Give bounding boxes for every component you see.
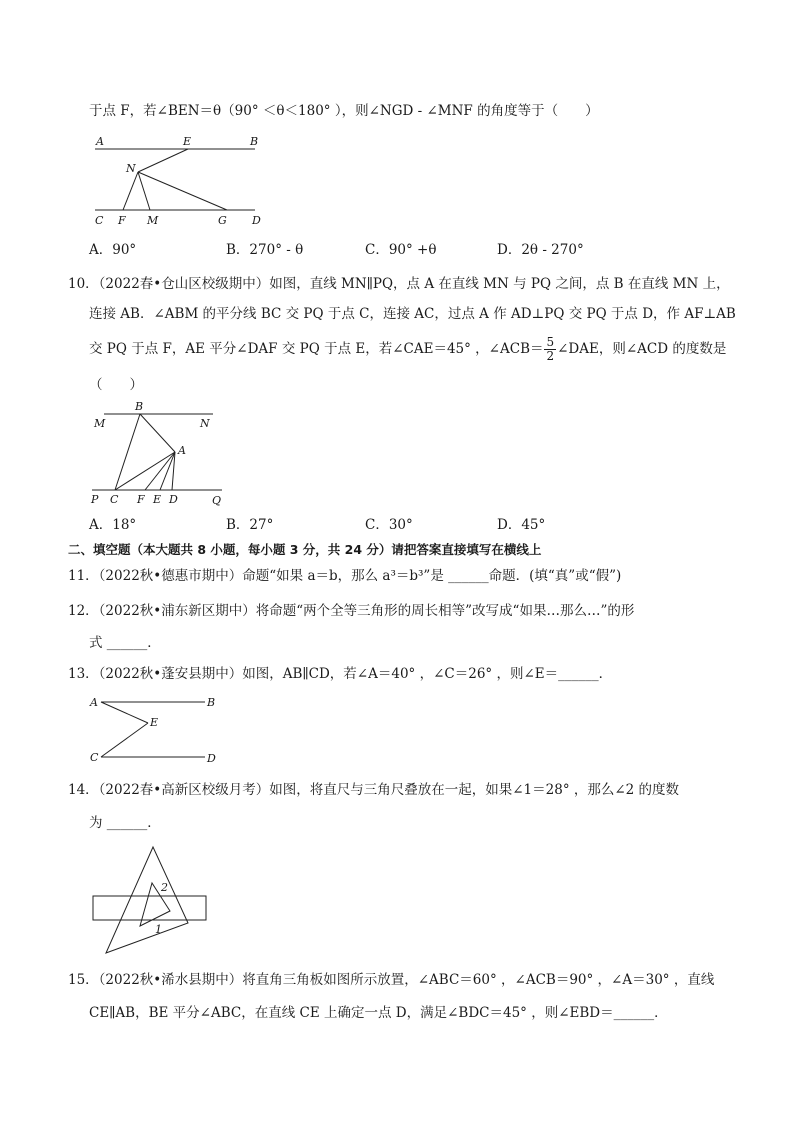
q13-label-b: B (207, 696, 216, 709)
q12-line-1: 12．（2022秋•浦东新区期中）将命题“两个全等三角形的周长相等”改写成“如果…那么…”的形 (68, 603, 635, 619)
q10-label-q: Q (212, 494, 222, 507)
q13-label-c: C (90, 751, 99, 764)
q10-option-b: B．27° (226, 517, 274, 533)
q9-options (89, 238, 709, 258)
q10-label-p: P (91, 493, 99, 506)
q9-label-c: C (95, 214, 104, 227)
q9-label-g: G (218, 214, 227, 227)
q10-label-n: N (200, 417, 210, 430)
q10-option-a: A．18° (89, 517, 137, 533)
q10-line-3 (89, 336, 726, 363)
q10-label-e: E (153, 493, 162, 506)
q9-option-c: C．90° +θ (365, 242, 437, 258)
q10-line-2: 连接 AB．∠ABM 的平分线 BC 交 PQ 于点 C，连接 AC，过点 A 作 AD⊥PQ 交 PQ 于点 D，作 AF⊥AB (89, 306, 736, 322)
q10-line-3b: ∠DAE，则∠ACD 的度数是 (557, 341, 727, 357)
q13-figure (88, 692, 228, 770)
q14-line-2: 为 ______． (89, 815, 161, 831)
q13-label-d: D (207, 752, 216, 765)
q14-label-1: 1 (155, 923, 162, 936)
section-2-heading: 二、填空题（本大题共 8 小题，每小题 3 分，共 24 分）请把答案直接填写在横线上 (68, 542, 542, 557)
q13-label-e: E (150, 716, 159, 729)
q10-label-m: M (94, 417, 106, 430)
q13-text: 13．（2022秋•蓬安县期中）如图，AB∥CD，若∠A＝40° ，∠C＝26° ，则∠E＝______． (68, 666, 613, 682)
q9-label-e: E (183, 135, 192, 148)
q10-paren: （ ） (89, 377, 143, 393)
q9-option-b: B．270° - θ (226, 242, 304, 258)
q10-label-b: B (135, 400, 144, 413)
q9-figure (90, 132, 270, 227)
q9-label-a: A (96, 135, 104, 148)
q9-option-a: A．90° (89, 242, 137, 258)
q15-line-1: 15．（2022秋•浠水县期中）将直角三角板如图所示放置，∠ABC＝60° ，∠ACB＝90° ，∠A＝30° ，直线 (68, 972, 715, 988)
q14-label-2: 2 (161, 881, 168, 894)
q9-label-m: M (147, 214, 159, 227)
q9-label-b: B (250, 135, 259, 148)
q11-text: 11．（2022秋•德惠市期中）命题“如果 a＝b，那么 a³＝b³”是 ______命题．(填“真”或“假”) (68, 568, 622, 584)
q10-figure (88, 400, 238, 510)
q9-label-d: D (252, 214, 261, 227)
q10-label-f: F (137, 493, 145, 506)
q10-line-1: 10．（2022春•仓山区校级期中）如图，直线 MN∥PQ，点 A 在直线 MN 与 PQ 之间，点 B 在直线 MN 上， (68, 276, 730, 292)
q10-line-3a: 交 PQ 于点 F，AE 平分∠DAF 交 PQ 于点 E，若∠CAE＝45° ，∠ACB＝ (89, 341, 544, 357)
q13-label-a: A (90, 696, 98, 709)
q9-stem-tail: 于点 F，若∠BEN＝θ（90° ＜θ＜180° ），则∠NGD - ∠MNF 的角度等于（ ） (89, 103, 599, 119)
q10-label-a: A (178, 444, 186, 457)
q10-label-c: C (110, 493, 119, 506)
q10-option-d: D．45° (497, 517, 546, 533)
q10-frac-den: 2 (546, 349, 555, 363)
q9-option-d: D．2θ - 270° (497, 242, 584, 258)
q14-line-1: 14．（2022春•高新区校级月考）如图，将直尺与三角尺叠放在一起，如果∠1＝28° ，那么∠2 的度数 (68, 782, 680, 798)
q10-frac-num: 5 (546, 335, 555, 349)
q9-label-n: N (126, 162, 136, 175)
q12-line-2: 式 ______． (89, 635, 161, 651)
q15-line-2: CE∥AB，BE 平分∠ABC，在直线 CE 上确定一点 D，满足∠BDC＝45° ，则∠EBD＝______． (89, 1005, 668, 1021)
q10-option-c: C．30° (365, 517, 413, 533)
q10-fraction (544, 336, 556, 363)
q14-figure (88, 843, 218, 958)
q9-label-f: F (118, 214, 126, 227)
q10-label-d: D (169, 493, 178, 506)
q10-options (89, 513, 709, 533)
